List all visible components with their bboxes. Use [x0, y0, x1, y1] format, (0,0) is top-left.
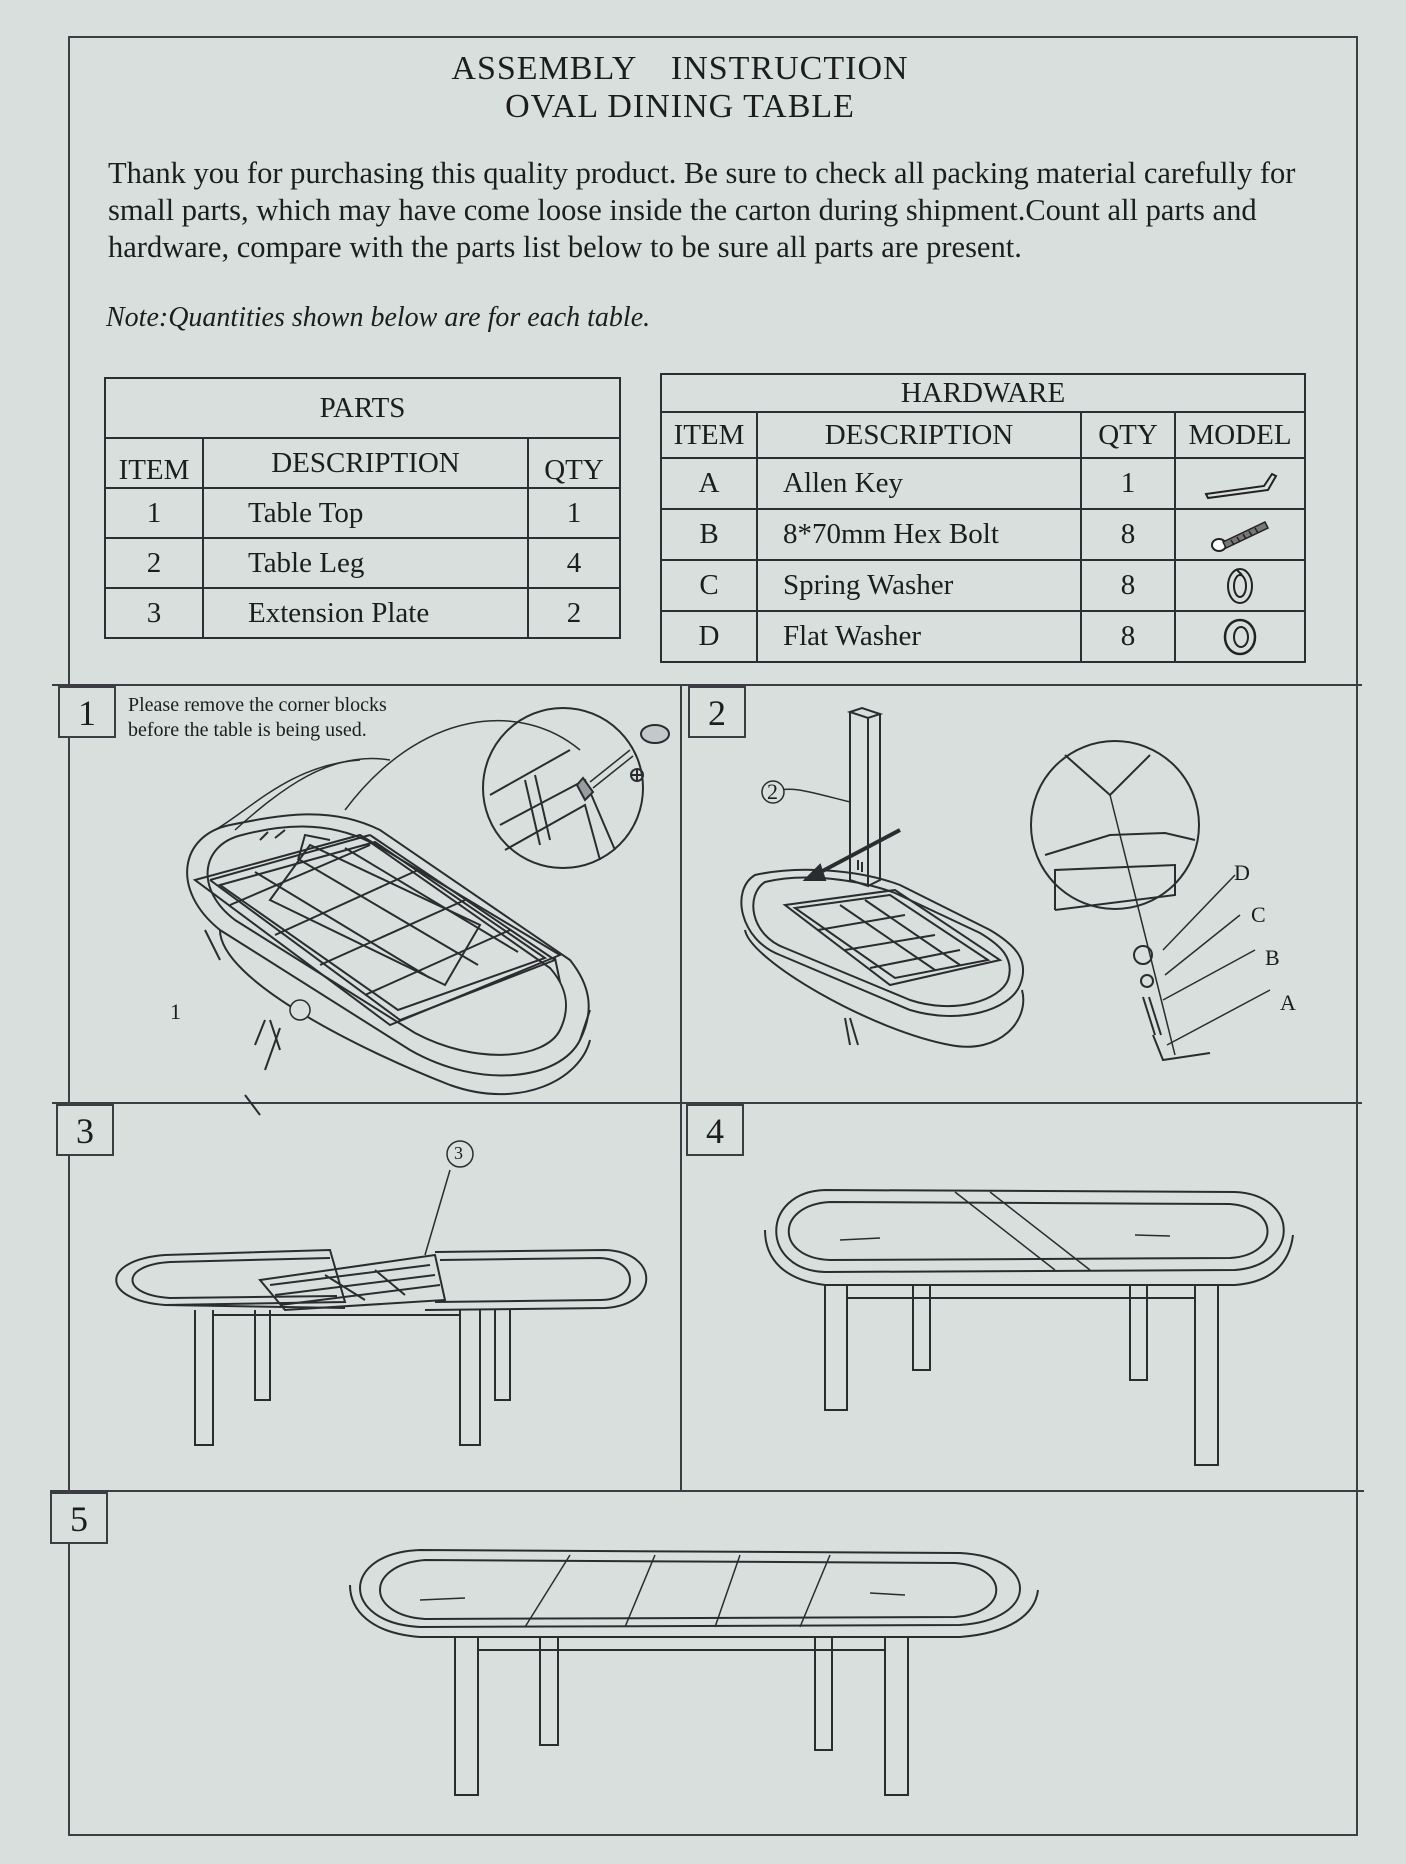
table-row [661, 458, 1305, 509]
hardware-model [1175, 560, 1305, 611]
hardware-item: C [661, 560, 757, 611]
hardware-col-description: DESCRIPTION [757, 412, 1081, 458]
hardware-qty: 8 [1081, 560, 1175, 611]
hardware-qty: 8 [1081, 611, 1175, 662]
parts-item: 3 [105, 588, 203, 638]
hardware-table [660, 373, 1306, 663]
extension-plate-insertion-illustration [105, 1140, 655, 1450]
hardware-col-qty: QTY [1081, 412, 1175, 458]
parts-description: Table Top [203, 488, 528, 538]
fully-extended-table-illustration [350, 1545, 1040, 1805]
hardware-description: 8*70mm Hex Bolt [757, 509, 1081, 560]
step-3-number: 3 [56, 1104, 114, 1156]
table-row [105, 588, 620, 638]
hex-bolt-icon [1205, 514, 1275, 556]
hardware-col-item: ITEM [661, 412, 757, 458]
table-row [661, 509, 1305, 560]
table-row [105, 488, 620, 538]
panel-divider [680, 684, 682, 1492]
hardware-table-title: HARDWARE [661, 374, 1305, 412]
table-row [105, 538, 620, 588]
step-2-callout: 2 [767, 779, 778, 804]
parts-description: Extension Plate [203, 588, 528, 638]
hardware-qty: 1 [1081, 458, 1175, 509]
flat-washer-icon [1220, 616, 1260, 658]
hardware-model [1175, 509, 1305, 560]
callout-circle [290, 1000, 310, 1020]
parts-qty: 2 [528, 588, 620, 638]
title-word-assembly: ASSEMBLY [451, 50, 638, 87]
hardware-model [1175, 611, 1305, 662]
step-2-label-c: C [1251, 902, 1266, 927]
parts-qty: 4 [528, 538, 620, 588]
quantity-note: Note:Quantities shown below are for each table. [106, 302, 651, 333]
step-3-callout: 3 [454, 1143, 463, 1163]
parts-item: 2 [105, 538, 203, 588]
parts-description: Table Leg [203, 538, 528, 588]
parts-table-title: PARTS [105, 378, 620, 438]
step-2-label-a: A [1280, 990, 1296, 1015]
parts-col-qty: QTY [528, 438, 620, 488]
hardware-model [1175, 458, 1305, 509]
spring-washer-icon [1220, 565, 1260, 607]
hardware-description: Spring Washer [757, 560, 1081, 611]
caption-line: before the table is being used. [128, 719, 367, 741]
table-row [661, 560, 1305, 611]
parts-col-item: ITEM [105, 438, 203, 488]
step-1-number: 1 [58, 686, 116, 738]
parts-item: 1 [105, 488, 203, 538]
table-row [661, 611, 1305, 662]
hardware-description: Allen Key [757, 458, 1081, 509]
hardware-description: Flat Washer [757, 611, 1081, 662]
page-subtitle: OVAL DINING TABLE [505, 88, 855, 125]
parts-col-description: DESCRIPTION [203, 438, 528, 488]
panel-divider [50, 1490, 1364, 1492]
assembled-table-illustration [765, 1180, 1295, 1470]
hardware-item: D [661, 611, 757, 662]
parts-qty: 1 [528, 488, 620, 538]
hardware-item: B [661, 509, 757, 560]
hardware-qty: 8 [1081, 509, 1175, 560]
allen-key-icon [1200, 464, 1280, 504]
intro-paragraph: Thank you for purchasing this quality product. Be sure to check all packing material carefully for small parts, which may have come loose inside the carton during shipment.Count all parts and hardware, compare with the parts list below to be sure all parts are present. [108, 156, 1296, 264]
hardware-exploded-view [1015, 735, 1315, 1075]
step-2-label-b: B [1265, 945, 1280, 970]
step-1-callout: 1 [170, 999, 181, 1024]
hardware-item: A [661, 458, 757, 509]
parts-table [104, 377, 621, 639]
title-word-instruction: INSTRUCTION [670, 50, 909, 87]
corner-block-detail-circle [465, 700, 675, 880]
hardware-col-model: MODEL [1175, 412, 1305, 458]
step-5-number: 5 [50, 1492, 108, 1544]
step-2-label-d: D [1234, 860, 1250, 885]
step-4-number: 4 [686, 1104, 744, 1156]
page-title [50, 50, 1310, 88]
caption-line: Please remove the corner blocks [128, 694, 387, 716]
step-2-number: 2 [688, 686, 746, 738]
